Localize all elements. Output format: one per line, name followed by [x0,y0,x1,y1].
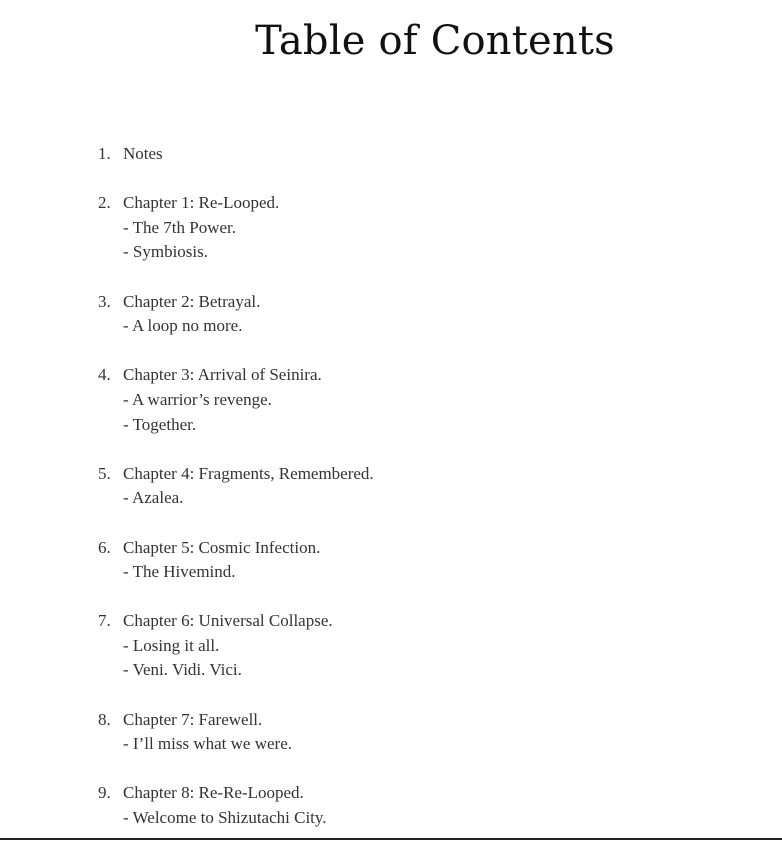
toc-item-number: 9. [98,783,111,803]
toc-subheading: - Together. [123,414,197,434]
toc-item-number: 4. [98,365,111,385]
toc-heading: Chapter 7: Farewell. [123,709,263,729]
toc-item [98,781,374,830]
toc-item [98,609,374,683]
toc-item [98,462,374,511]
page-title: Table of Contents [255,18,615,64]
toc-subheading: - Symbiosis. [123,242,209,262]
table-of-contents [98,142,374,855]
toc-subheading: - Losing it all. [123,635,220,655]
toc-subheading: - A warrior’s revenge. [123,389,272,409]
toc-subheading: - A loop no more. [123,316,243,336]
toc-heading: Chapter 1: Re-Looped. [123,193,280,213]
toc-item-number: 3. [98,291,111,311]
toc-subheading: - The Hivemind. [123,562,236,582]
toc-item [98,363,374,437]
toc-item-number: 1. [98,144,111,163]
toc-item [98,708,374,757]
toc-item [98,142,374,167]
toc-item-number: 7. [98,611,111,631]
toc-heading: Chapter 5: Cosmic Infection. [123,537,321,557]
toc-subheading: - I’ll miss what we were. [123,734,293,754]
toc-heading: Chapter 3: Arrival of Seinira. [123,365,322,385]
toc-subheading: - Veni. Vidi. Vici. [123,660,242,680]
toc-heading: Chapter 6: Universal Collapse. [123,611,333,631]
toc-item [98,290,374,339]
toc-item [98,536,374,585]
toc-subheading: - Welcome to Shizutachi City. [123,808,327,828]
toc-item-number: 2. [98,193,111,213]
toc-item-number: 8. [98,709,111,729]
toc-item-number: 5. [98,463,111,483]
toc-item [98,191,374,265]
toc-heading: Chapter 8: Re-Re-Looped. [123,783,304,803]
toc-heading: Chapter 2: Betrayal. [123,291,261,311]
toc-heading: Notes [123,144,163,163]
toc-heading: Chapter 4: Fragments, Remembered. [123,463,374,483]
toc-subheading: - Azalea. [123,488,184,508]
toc-subheading: - The 7th Power. [123,217,237,237]
toc-item-number: 6. [98,537,111,557]
